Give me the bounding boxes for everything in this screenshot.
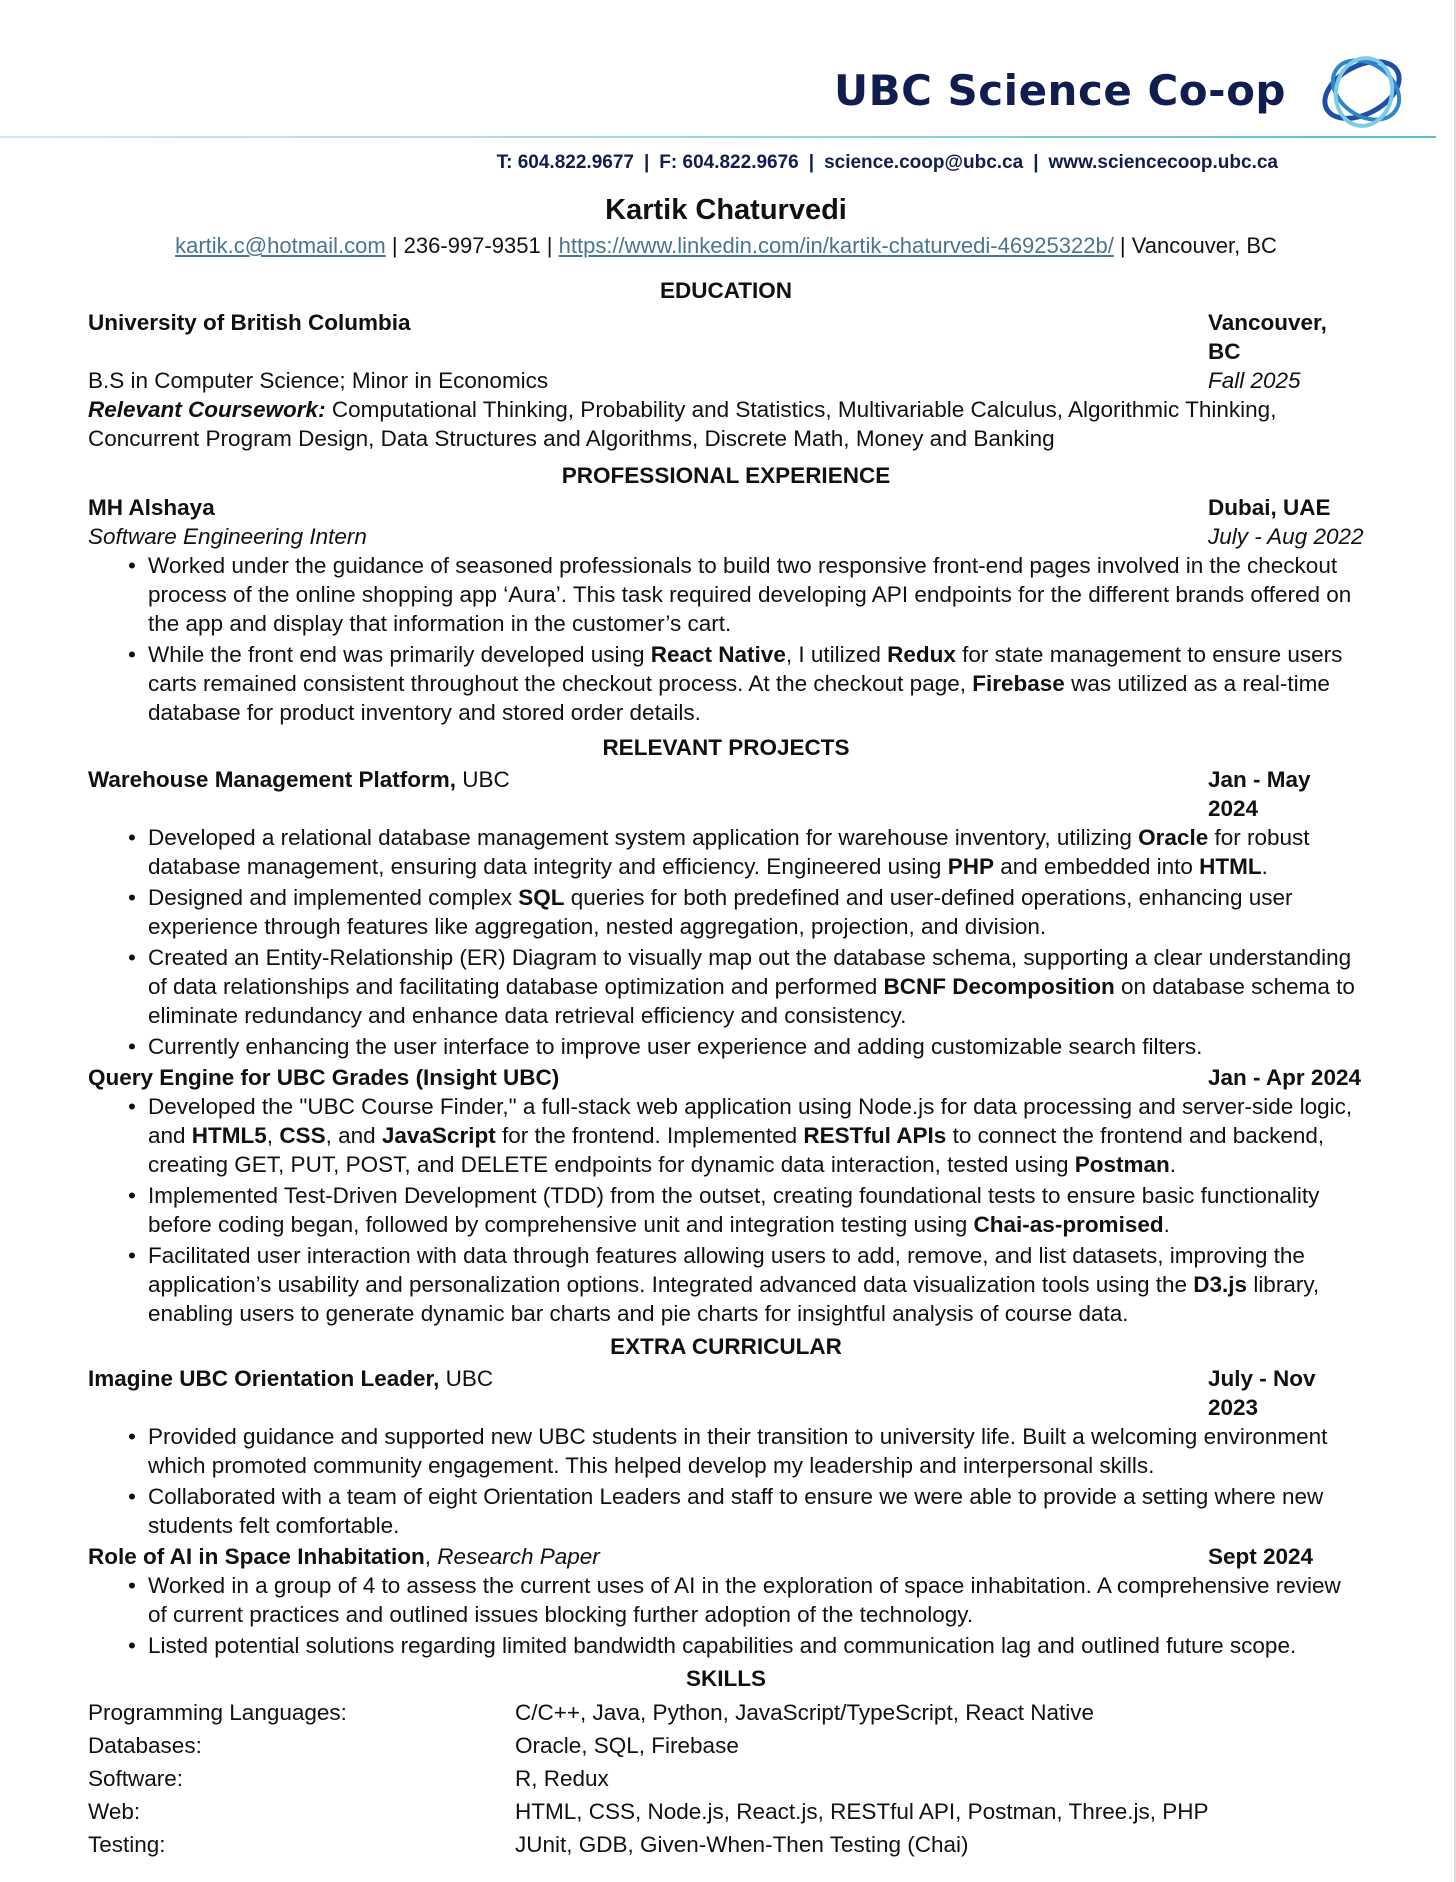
list-item: • Designed and implemented complex SQL queries for both predefined and user-defined operations, enhancing user experience through features like aggregation, nested aggregation, projection, and division. (148, 883, 1364, 941)
list-item: • Implemented Test-Driven Development (TDD) from the outset, creating foundational tests to ensure basic functionality before coding began, followed by comprehensive unit and integration testing using Chai-as-promised. (148, 1181, 1364, 1239)
list-item: • Worked under the guidance of seasoned professionals to build two responsive front-end pages involved in the checkout process of the online shopping app ‘Aura’. This task required developing API endpoints for the different brands offered on the app and display that information in the customer’s cart. (148, 551, 1364, 638)
candidate-phone: 236-997-9351 (403, 233, 541, 258)
company-location: Dubai, UAE (1208, 495, 1331, 520)
school-location: Vancouver, BC (1208, 310, 1327, 364)
coop-phone: T: 604.822.9677 (496, 152, 634, 173)
experience-header (88, 493, 1364, 522)
list-item: • Created an Entity-Relationship (ER) Diagram to visually map out the database schema, supporting a clear understanding of data relationships and facilitating database optimization and performed BCNF Decomposition on database schema to eliminate redundancy and enhance data retrieval efficiency and consistency. (148, 943, 1364, 1030)
activity-date: July - Nov 2023 (1208, 1366, 1316, 1420)
list-item: • Developed a relational database management system application for warehouse inventory, utilizing Oracle for robust database management, ensuring data integrity and efficiency. Engineered using PHP and embedded into HTML. (148, 823, 1364, 881)
project-bullets (88, 1092, 1364, 1328)
skills-table (88, 1696, 1364, 1861)
skill-row: Programming Languages: C/C++, Java, Python, JavaScript/TypeScript, React Native (88, 1700, 1095, 1725)
coursework (88, 395, 1364, 453)
project-bullets (88, 823, 1364, 1061)
project-header (88, 765, 1364, 823)
candidate-contact: kartik.c@hotmail.com | 236-997-9351 | https://www.linkedin.com/in/kartik-chaturvedi-46925322b/ | Vancouver, BC (175, 233, 1277, 258)
candidate-linkedin-link[interactable]: https://www.linkedin.com/in/kartik-chaturvedi-46925322b/ (558, 233, 1114, 258)
section-title-skills: SKILLS (685, 1666, 766, 1691)
section-title-experience: PROFESSIONAL EXPERIENCE (561, 463, 891, 488)
list-item: • Collaborated with a team of eight Orientation Leaders and staff to ensure we were able to provide a setting where new students felt comfortable. (148, 1482, 1364, 1540)
coop-website[interactable]: www.sciencecoop.ubc.ca (1048, 152, 1278, 173)
project-title: Warehouse Management Platform, UBC (88, 767, 510, 792)
candidate-email-link[interactable]: kartik.c@hotmail.com (175, 233, 386, 258)
activity-bullets (88, 1422, 1364, 1540)
degree-row (88, 366, 1364, 395)
list-item: • Listed potential solutions regarding limited bandwidth capabilities and communication lag and outlined future scope. (148, 1631, 1364, 1660)
experience-bullets (88, 551, 1364, 727)
coop-contact-bar: T: 604.822.9677 | F: 604.822.9676 | science.coop@ubc.ca | www.sciencecoop.ubc.ca (496, 152, 1278, 173)
project-date: Jan - Apr 2024 (1208, 1065, 1361, 1090)
project-header (88, 1063, 1364, 1092)
skill-row: Software: R, Redux (88, 1766, 609, 1791)
list-item: • Currently enhancing the user interface to improve user experience and adding customizable search filters. (148, 1032, 1364, 1061)
activity-header (88, 1542, 1364, 1571)
header-divider (0, 136, 1436, 138)
resume-content (88, 190, 1364, 1861)
project-title: Query Engine for UBC Grades (Insight UBC) (88, 1065, 560, 1090)
education-header (88, 308, 1364, 366)
activity-title: Role of AI in Space Inhabitation, Research Paper (88, 1544, 600, 1569)
activity-header (88, 1364, 1364, 1422)
list-item: • Developed the "UBC Course Finder," a full-stack web application using Node.js for data processing and server-side logic, and HTML5, CSS, and JavaScript for the frontend. Implemented RESTful APIs to connect the frontend and backend, creating GET, PUT, POST, and DELETE endpoints for dynamic data interaction, tested using Postman. (148, 1092, 1364, 1179)
brand-title: UBC Science Co-op (833, 66, 1286, 115)
section-title-education: EDUCATION (659, 278, 793, 303)
list-item: • Provided guidance and supported new UBC students in their transition to university life. Built a welcoming environment which promoted community engagement. This helped develop my leadership and interpersonal skills. (148, 1422, 1364, 1480)
ubc-science-coop-logo-icon (1308, 46, 1418, 138)
coop-fax: F: 604.822.9676 (659, 152, 799, 173)
job-date: July - Aug 2022 (1208, 524, 1364, 549)
company-name: MH Alshaya (88, 495, 215, 520)
section-title-extra: EXTRA CURRICULAR (610, 1334, 842, 1359)
list-item: • While the front end was primarily developed using React Native, I utilized Redux for state management to ensure users carts remained consistent throughout the checkout process. At the checkout page, Firebase was utilized as a real-time database for product inventory and stored order details. (148, 640, 1364, 727)
graduation-date: Fall 2025 (1208, 368, 1301, 393)
activity-bullets (88, 1571, 1364, 1660)
project-date: Jan - May 2024 (1208, 767, 1311, 821)
degree: B.S in Computer Science; Minor in Economics (88, 368, 549, 393)
section-title-projects: RELEVANT PROJECTS (602, 735, 850, 760)
role-row (88, 522, 1364, 551)
activity-date: Sept 2024 (1208, 1544, 1314, 1569)
skill-row: Testing: JUnit, GDB, Given-When-Then Testing (Chai) (88, 1832, 969, 1857)
coop-email[interactable]: science.coop@ubc.ca (824, 152, 1024, 173)
list-item: • Facilitated user interaction with data through features allowing users to add, remove, and list datasets, improving the application’s usability and personalization options. Integrated advanced data visualization tools using the D3.js library, enabling users to generate dynamic bar charts and pie charts for insightful analysis of course data. (148, 1241, 1364, 1328)
school-name: University of British Columbia (88, 310, 411, 335)
skill-row: Databases: Oracle, SQL, Firebase (88, 1733, 739, 1758)
skill-row: Web: HTML, CSS, Node.js, React.js, RESTful API, Postman, Three.js, PHP (88, 1799, 1209, 1824)
coursework-label: Relevant Coursework: (88, 397, 326, 422)
coursework-list: Computational Thinking, Probability and Statistics, Multivariable Calculus, Algorithmic Thinking, Concurrent Program Design, Data Structures and Algorithms, Discrete Math, Money and Banking (88, 397, 1277, 451)
list-item: • Worked in a group of 4 to assess the current uses of AI in the exploration of space inhabitation. A comprehensive review of current practices and outlined issues blocking further adoption of the technology. (148, 1571, 1364, 1629)
job-title: Software Engineering Intern (88, 524, 367, 549)
activity-title: Imagine UBC Orientation Leader, UBC (88, 1366, 494, 1391)
candidate-name: Kartik Chaturvedi (605, 194, 847, 226)
candidate-location: Vancouver, BC (1131, 233, 1277, 258)
